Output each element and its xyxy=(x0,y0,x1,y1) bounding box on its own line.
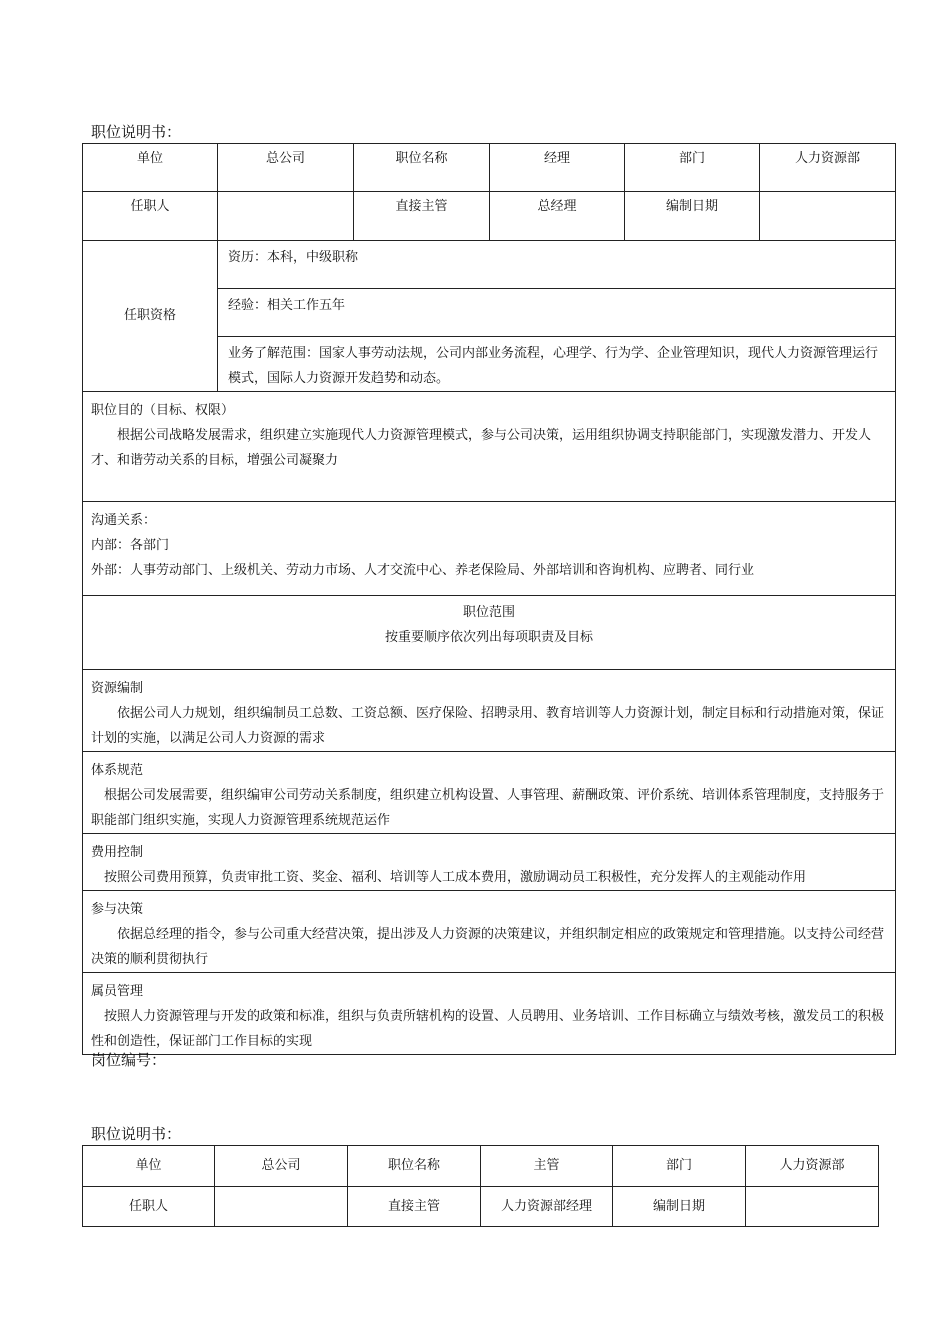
table-row xyxy=(83,891,896,973)
purpose-text: 根据公司战略发展需求，组织建立实施现代人力资源管理模式，参与公司决策，运用组织协调支持职能部门，实现激发潜力、开发人才、和谐劳动关系的目标，增强公司凝聚力 xyxy=(91,428,872,468)
duty-resource-planning xyxy=(83,670,896,752)
scope-title: 职位范围 xyxy=(462,605,515,620)
table-row xyxy=(83,973,896,1055)
position-name-value: 经理 xyxy=(490,144,625,192)
table-row xyxy=(83,1187,879,1227)
unit-value: 总公司 xyxy=(215,1146,348,1187)
table-row xyxy=(83,596,896,670)
doc1-heading: 职位说明书： xyxy=(91,123,182,141)
duty-text: 按照人力资源管理与开发的政策和标准，组织与负责所辖机构的设置、人员聘用、业务培训、工作目标确立与绩效考核，激发员工的积极性和创造性，保证部门工作目标的实现 xyxy=(91,1009,885,1049)
compile-date-label: 编制日期 xyxy=(613,1187,746,1227)
position-scope xyxy=(83,596,896,670)
communication-relations xyxy=(83,502,896,596)
qualification-label: 任职资格 xyxy=(83,241,218,392)
compile-date-value xyxy=(746,1187,879,1227)
position-name-label: 职位名称 xyxy=(354,144,490,192)
position-name-label: 职位名称 xyxy=(348,1146,481,1187)
incumbent-value xyxy=(218,192,354,241)
duty-text: 按照公司费用预算，负责审批工资、奖金、福利、培训等人工成本费用，激励调动员工积极性，充分发挥人的主观能动作用 xyxy=(104,870,807,885)
qualification-education xyxy=(218,241,896,289)
job-description-table-1 xyxy=(82,143,896,1055)
communication-internal: 内部：各部门 xyxy=(91,538,170,553)
duty-cost-control xyxy=(83,834,896,891)
job-description-table-2 xyxy=(82,1145,879,1227)
duty-title: 属员管理 xyxy=(91,984,144,999)
department-value: 人力资源部 xyxy=(746,1146,879,1187)
duty-text: 依据总经理的指令，参与公司重大经营决策，提出涉及人力资源的决策建议，并组织制定相应的政策规定和管理措施。以支持公司经营决策的顺利贯彻执行 xyxy=(91,927,885,967)
compile-date-value xyxy=(760,192,896,241)
table-row xyxy=(83,241,896,289)
table-row xyxy=(83,752,896,834)
post-number-label: 岗位编号： xyxy=(91,1051,167,1069)
direct-supervisor-label: 直接主管 xyxy=(354,192,490,241)
table-row xyxy=(83,392,896,502)
table-row xyxy=(83,1146,879,1187)
duty-staff-management xyxy=(83,973,896,1055)
unit-value: 总公司 xyxy=(218,144,354,192)
direct-supervisor-value: 人力资源部经理 xyxy=(481,1187,613,1227)
communication-external: 外部：人事劳动部门、上级机关、劳动力市场、人才交流中心、养老保险局、外部培训和咨询机构、应聘者、同行业 xyxy=(91,563,755,578)
purpose-title: 职位目的（目标、权限） xyxy=(91,403,235,418)
position-purpose xyxy=(83,392,896,502)
experience-text: 经验：相关工作五年 xyxy=(228,298,346,313)
doc2-heading: 职位说明书： xyxy=(91,1125,182,1143)
table-row xyxy=(83,144,896,192)
duty-system-standards xyxy=(83,752,896,834)
communication-title: 沟通关系： xyxy=(91,513,157,528)
department-label: 部门 xyxy=(625,144,760,192)
table-row xyxy=(83,502,896,596)
qualification-experience xyxy=(218,289,896,337)
duty-text: 依据公司人力规划，组织编制员工总数、工资总额、医疗保险、招聘录用、教育培训等人力资源计划，制定目标和行动措施对策，保证计划的实施，以满足公司人力资源的需求 xyxy=(91,706,885,746)
education-text: 资历：本科，中级职称 xyxy=(228,250,359,265)
incumbent-value xyxy=(215,1187,348,1227)
scope-subtitle: 按重要顺序依次列出每项职责及目标 xyxy=(384,630,593,645)
duty-decision-making xyxy=(83,891,896,973)
position-name-value: 主管 xyxy=(481,1146,613,1187)
duty-title: 体系规范 xyxy=(91,763,144,778)
table-row xyxy=(83,670,896,752)
business-scope-text: 业务了解范围：国家人事劳动法规，公司内部业务流程，心理学、行为学、企业管理知识，现代人力资源管理运行模式，国际人力资源开发趋势和动态。 xyxy=(228,346,879,386)
unit-label: 单位 xyxy=(83,1146,215,1187)
direct-supervisor-value: 总经理 xyxy=(490,192,625,241)
incumbent-label: 任职人 xyxy=(83,192,218,241)
duty-title: 费用控制 xyxy=(91,845,144,860)
compile-date-label: 编制日期 xyxy=(625,192,760,241)
duty-text: 根据公司发展需要，组织编审公司劳动关系制度，组织建立机构设置、人事管理、薪酬政策、评价系统、培训体系管理制度，支持服务于职能部门组织实施，实现人力资源管理系统规范运作 xyxy=(91,788,885,828)
incumbent-label: 任职人 xyxy=(83,1187,215,1227)
duty-title: 资源编制 xyxy=(91,681,144,696)
department-value: 人力资源部 xyxy=(760,144,896,192)
department-label: 部门 xyxy=(613,1146,746,1187)
duty-title: 参与决策 xyxy=(91,902,144,917)
table-row xyxy=(83,834,896,891)
direct-supervisor-label: 直接主管 xyxy=(348,1187,481,1227)
table-row xyxy=(83,192,896,241)
qualification-business-scope xyxy=(218,337,896,392)
unit-label: 单位 xyxy=(83,144,218,192)
